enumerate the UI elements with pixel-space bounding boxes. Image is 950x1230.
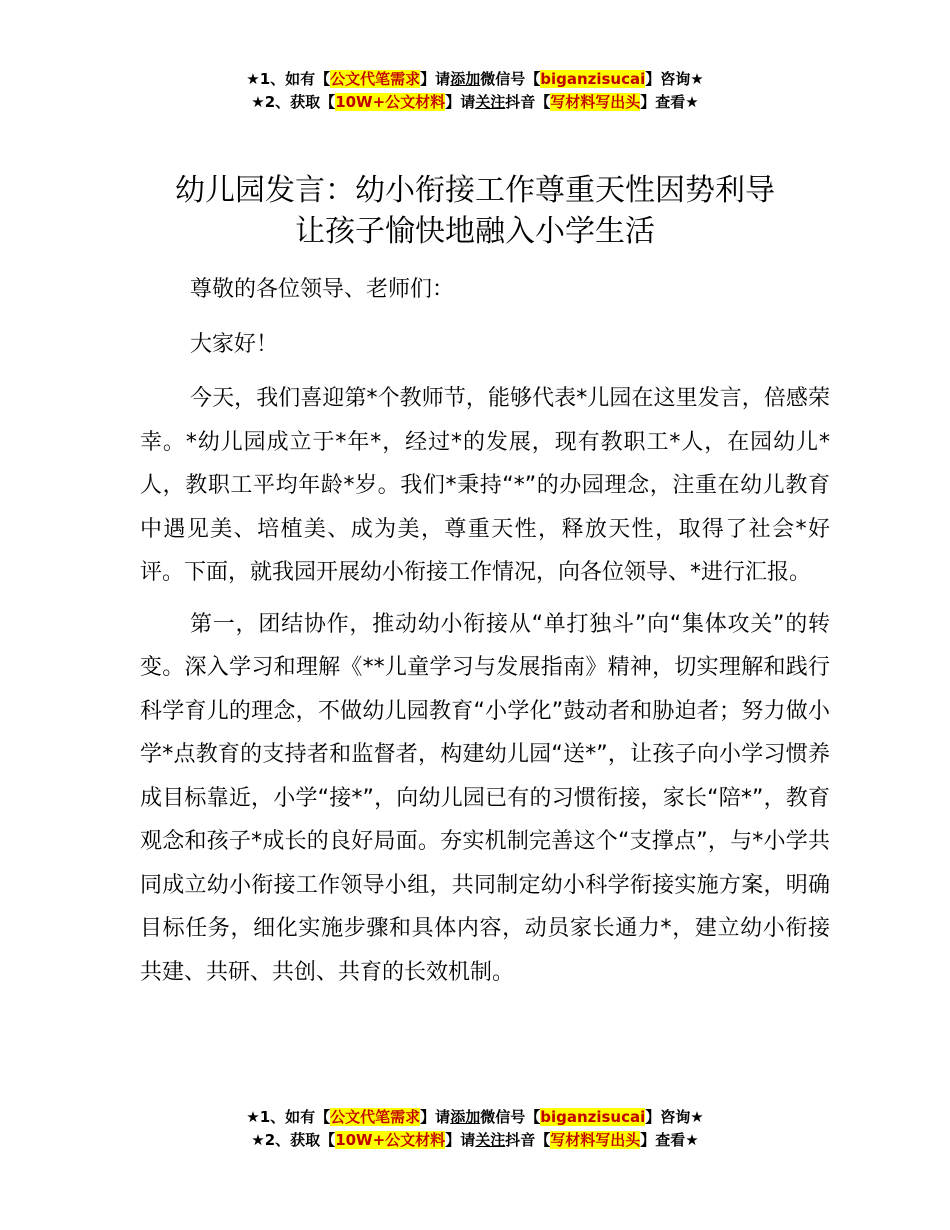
title-line-2: 让孩子愉快地融入小学生活 xyxy=(295,214,655,249)
highlight-materials: 10W+公文材料 xyxy=(335,93,446,111)
banner-line-1: ★1、如有【公文代笔需求】请添加微信号【biganzisucai】咨询★ xyxy=(246,70,704,88)
highlight-douyin-account: 写材料写出头 xyxy=(550,1131,641,1149)
highlight-service: 公文代笔需求 xyxy=(330,70,421,88)
highlight-materials: 10W+公文材料 xyxy=(335,1131,446,1149)
greeting: 大家好！ xyxy=(190,331,279,357)
title-line-1: 幼儿园发言：幼小衔接工作尊重天性因势利导 xyxy=(175,173,775,208)
paragraph-intro: 今天，我们喜迎第*个教师节，能够代表*儿园在这里发言，倍感荣幸。*幼儿园成立于*年*，经过*的发展，现有教职工*人，在园幼儿*人，教职工平均年龄*岁。我们*秉持“*”的办园理念，注重在幼儿教育中遇见美、培植美、成为美，尊重天性，释放天性，取得了社会*好评。下面，就我园开展幼小衔接工作情况，向各位领导、*进行汇报。 xyxy=(140,386,830,585)
highlight-wechat-id: biganzisucai xyxy=(540,70,646,88)
top-banner xyxy=(0,68,950,114)
banner-line-2: ★2、获取【10W+公文材料】请关注抖音【写材料写出头】查看★ xyxy=(251,93,699,111)
document-body xyxy=(140,268,830,994)
salutation: 尊敬的各位领导、老师们： xyxy=(190,277,455,302)
banner-line-1: ★1、如有【公文代笔需求】请添加微信号【biganzisucai】咨询★ xyxy=(246,1108,704,1126)
banner-line-2: ★2、获取【10W+公文材料】请关注抖音【写材料写出头】查看★ xyxy=(251,1131,699,1149)
highlight-douyin-account: 写材料写出头 xyxy=(550,93,641,111)
highlight-wechat-id: biganzisucai xyxy=(540,1108,646,1126)
paragraph-first: 第一，团结协作，推动幼小衔接从“单打独斗”向“集体攻关”的转变。深入学习和理解《**儿童学习与发展指南》精神，切实理解和践行科学育儿的理念，不做幼儿园教育“小学化”鼓动者和胁迫者；努力做小学*点教育的支持者和监督者，构建幼儿园“送*”，让孩子向小学习惯养成目标靠近，小学“接*”，向幼儿园已有的习惯衔接，家长“陪*”，教育观念和孩子*成长的良好局面。夯实机制完善这个“支撑点”，与*小学共同成立幼小衔接工作领导小组，共同制定幼小科学衔接实施方案，明确目标任务，细化实施步骤和具体内容，动员家长通力*，建立幼小衔接共建、共研、共创、共育的长效机制。 xyxy=(140,611,830,985)
document-title xyxy=(0,170,950,252)
highlight-service: 公文代笔需求 xyxy=(330,1108,421,1126)
bottom-banner xyxy=(0,1106,950,1152)
